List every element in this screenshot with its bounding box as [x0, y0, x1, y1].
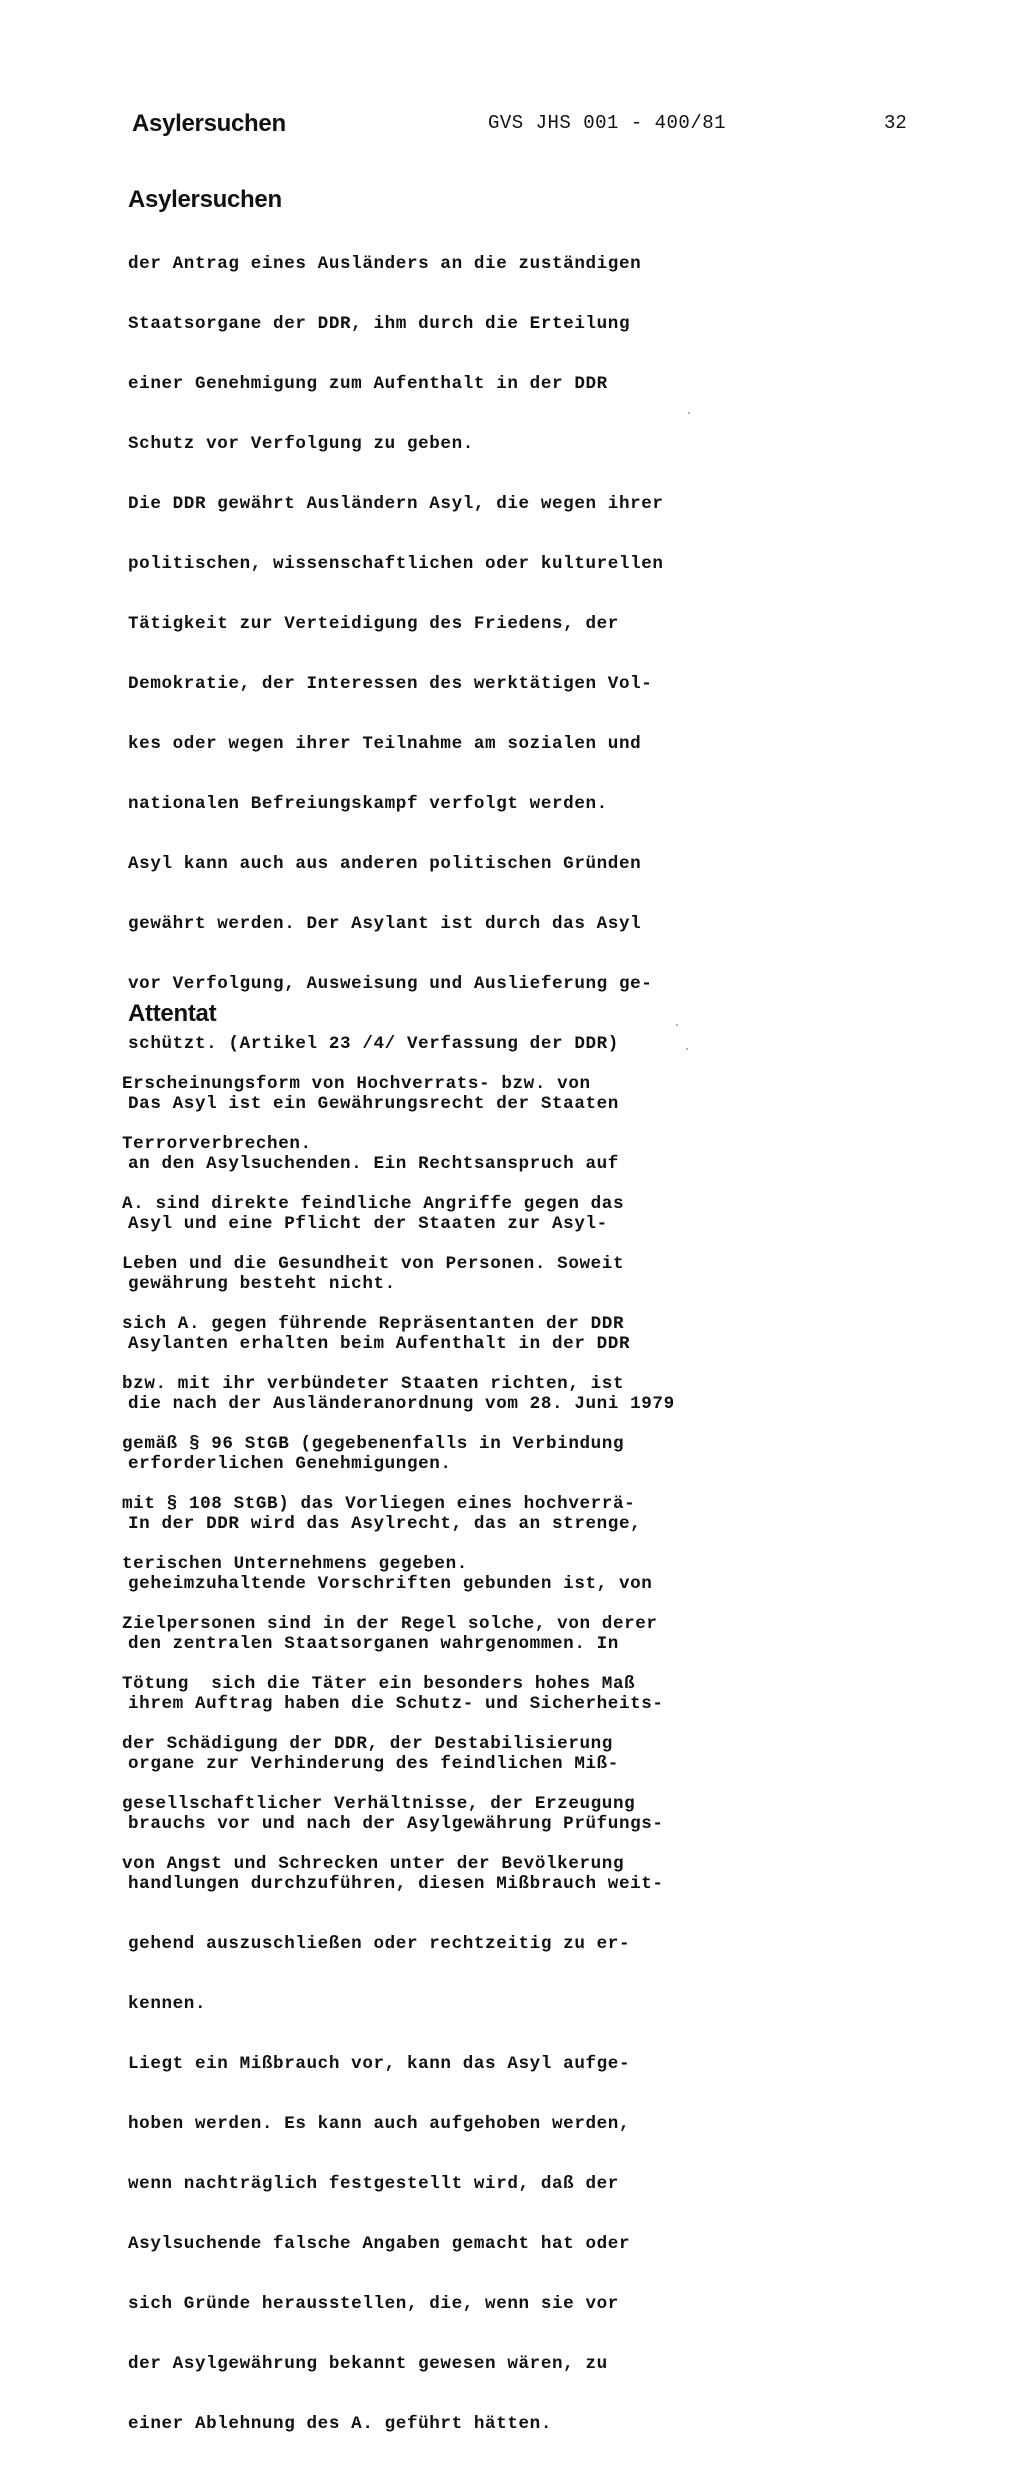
- body-line: vor Verfolgung, Ausweisung und Auslieferung ge-: [128, 974, 653, 994]
- body-line: Zielpersonen sind in der Regel solche, von derer: [122, 1614, 658, 1634]
- scan-speck: [688, 412, 690, 414]
- body-line: der Schädigung der DDR, der Destabilisierung: [122, 1734, 613, 1754]
- body-line: kennen.: [128, 1994, 207, 2014]
- entry-attentat: [0, 1000, 1024, 1914]
- body-line: geheimzuhaltende Vorschriften gebunden ist, von: [128, 1574, 653, 1594]
- body-line: Die DDR gewährt Ausländern Asyl, die wegen ihrer: [128, 494, 664, 514]
- body-line: der Antrag eines Ausländers an die zuständigen: [128, 254, 642, 274]
- body-line: schützt. (Artikel 23 /4/ Verfassung der DDR): [128, 1034, 619, 1054]
- body-line: Tötung sich die Täter ein besonders hohes Maß: [122, 1674, 636, 1694]
- body-line: Demokratie, der Interessen des werktätigen Vol-: [128, 674, 653, 694]
- scan-speck: [676, 1024, 678, 1026]
- body-line: nationalen Befreiungskampf verfolgt werden.: [128, 794, 608, 814]
- body-line: den zentralen Staatsorganen wahrgenommen. In: [128, 1634, 619, 1654]
- entry-heading: Attentat: [128, 1000, 217, 1027]
- body-line: Asylsuchende falsche Angaben gemacht hat oder: [128, 2234, 631, 2254]
- body-line: gewährt werden. Der Asylant ist durch das Asyl: [128, 914, 642, 934]
- body-line: handlungen durchzuführen, diesen Mißbrauch weit-: [128, 1874, 664, 1894]
- body-line: gesellschaftlicher Verhältnisse, der Erzeugung: [122, 1794, 636, 1814]
- page-header: [0, 110, 1024, 142]
- body-line: Das Asyl ist ein Gewährungsrecht der Staaten: [128, 1094, 619, 1114]
- body-line: Liegt ein Mißbrauch vor, kann das Asyl aufge-: [128, 2054, 631, 2074]
- body-line: politischen, wissenschaftlichen oder kulturellen: [128, 554, 664, 574]
- body-line: gemäß § 96 StGB (gegebenenfalls in Verbindung: [122, 1434, 625, 1454]
- body-line: mit § 108 StGB) das Vorliegen eines hochverrä-: [122, 1494, 636, 1514]
- entry-heading: Asylersuchen: [128, 186, 282, 213]
- body-line: der Asylgewährung bekannt gewesen wären, zu: [128, 2354, 608, 2374]
- running-head-title: Asylersuchen: [132, 110, 286, 137]
- body-line: Asylanten erhalten beim Aufenthalt in der DDR: [128, 1334, 631, 1354]
- body-line: bzw. mit ihr verbündeter Staaten richten, ist: [122, 1374, 625, 1394]
- body-line: hoben werden. Es kann auch aufgehoben werden,: [128, 2114, 631, 2134]
- body-line: Erscheinungsform von Hochverrats- bzw. von: [122, 1074, 591, 1094]
- body-line: die nach der Ausländeranordnung vom 28. Juni 1979: [128, 1394, 675, 1414]
- body-line: gehend auszuschließen oder rechtzeitig zu er-: [128, 1934, 631, 1954]
- scan-speck: [686, 1048, 688, 1050]
- body-line: ihrem Auftrag haben die Schutz- und Sicherheits-: [128, 1694, 664, 1714]
- entry-body: [0, 1034, 1024, 1914]
- body-line: erforderlichen Genehmigungen.: [128, 1454, 452, 1474]
- body-line: Leben und die Gesundheit von Personen. Soweit: [122, 1254, 625, 1274]
- body-line: Asyl kann auch aus anderen politischen Gründen: [128, 854, 642, 874]
- body-line: organe zur Verhinderung des feindlichen Miß-: [128, 1754, 619, 1774]
- body-line: In der DDR wird das Asylrecht, das an strenge,: [128, 1514, 642, 1534]
- body-line: sich Gründe herausstellen, die, wenn sie vor: [128, 2294, 619, 2314]
- body-line: kes oder wegen ihrer Teilnahme am sozialen und: [128, 734, 642, 754]
- body-line: Staatsorgane der DDR, ihm durch die Erteilung: [128, 314, 631, 334]
- body-line: einer Genehmigung zum Aufenthalt in der DDR: [128, 374, 608, 394]
- page-number: 32: [884, 112, 907, 134]
- body-line: Schutz vor Verfolgung zu geben.: [128, 434, 474, 454]
- body-line: Terrorverbrechen.: [122, 1134, 312, 1154]
- document-reference: GVS JHS 001 - 400/81: [488, 112, 727, 134]
- body-line: gewährung besteht nicht.: [128, 1274, 396, 1294]
- body-line: an den Asylsuchenden. Ein Rechtsanspruch auf: [128, 1154, 619, 1174]
- body-line: terischen Unternehmens gegeben.: [122, 1554, 468, 1574]
- body-line: von Angst und Schrecken unter der Bevölkerung: [122, 1854, 625, 1874]
- body-line: Asyl und eine Pflicht der Staaten zur Asyl-: [128, 1214, 608, 1234]
- body-line: wenn nachträglich festgestellt wird, daß der: [128, 2174, 619, 2194]
- body-line: A. sind direkte feindliche Angriffe gegen das: [122, 1194, 625, 1214]
- body-line: einer Ablehnung des A. geführt hätten.: [128, 2414, 553, 2434]
- body-line: sich A. gegen führende Repräsentanten der DDR: [122, 1314, 625, 1334]
- body-line: Tätigkeit zur Verteidigung des Friedens, der: [128, 614, 619, 634]
- body-line: brauchs vor und nach der Asylgewährung Prüfungs-: [128, 1814, 664, 1834]
